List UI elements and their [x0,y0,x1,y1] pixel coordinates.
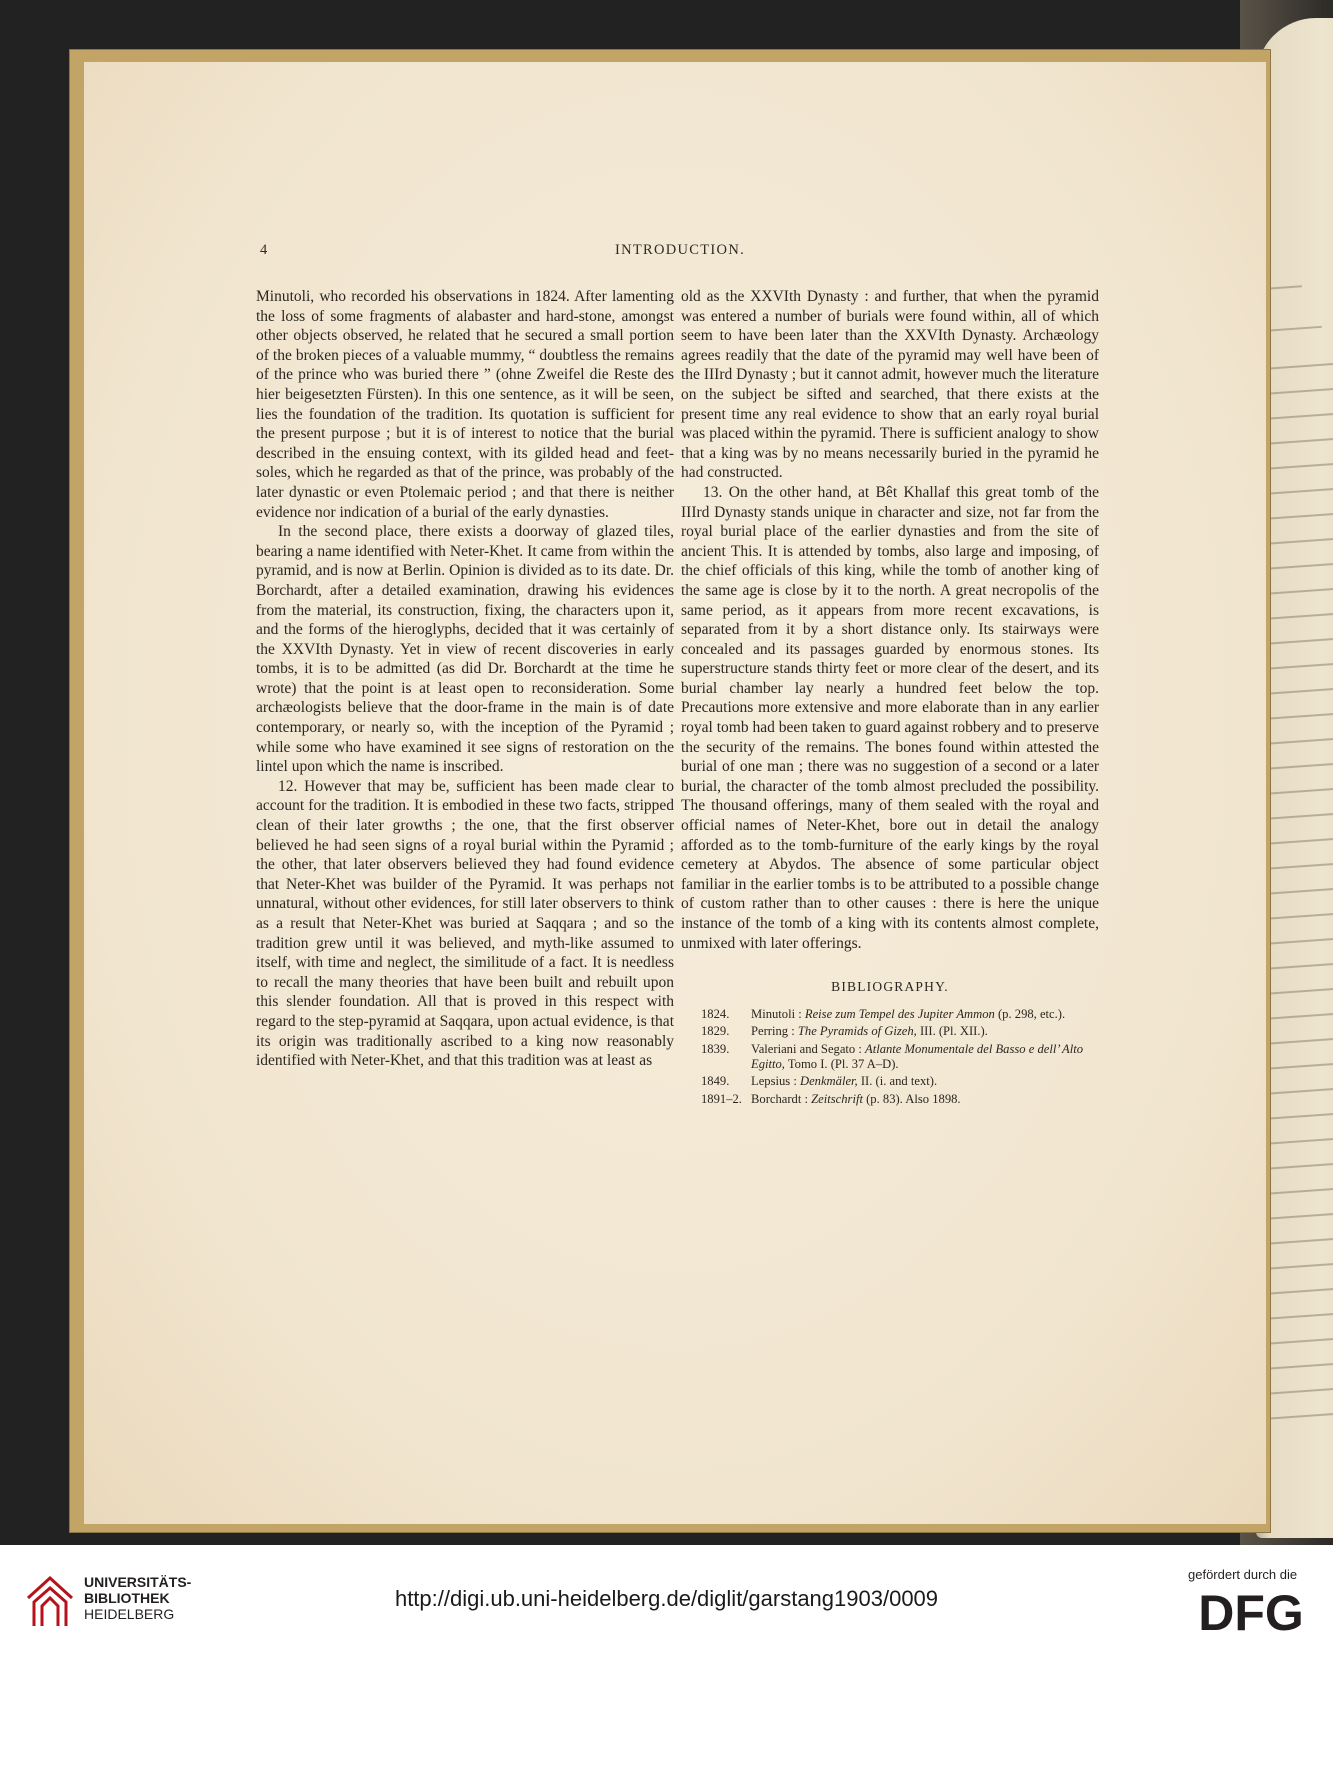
funding-credit: gefördert durch die [1188,1567,1298,1582]
dfg-logo-icon [1186,1588,1316,1636]
right-text-column [681,287,1099,1109]
svg-text:DFG: DFG [1198,1588,1304,1636]
footer-bar [0,1545,1333,1775]
bibliography-citation: Perring : The Pyramids of Gizeh, III. (Pl. XII.). [751,1024,988,1039]
paragraph: Minutoli, who recorded his observations in 1824. After lamenting the loss of some fragments of alabaster and hard-stone, amongst other objects observed, he related that he secured a small portion of the broken pieces of a valuable mummy, “ doubtless the remains of the prince who was buried there ” (ohne Zweifel die Reste des hier beigesetzten Fürsten). In this one sentence, as it will be seen, lies the foundation of the tradition. Its quotation is sufficient for the present purpose ; but it is of interest to notice that the burial described in the ensuing context, with its gilded head and feet-soles, which he regarded as that of the prince, was probably of the later dynastic or even Ptolemaic period ; and that there is neither evidence nor indication of a burial of the early dynasties. [256,288,674,521]
bibliography-citation: Borchardt : Zeitschrift (p. 83). Also 1898. [751,1091,961,1106]
bibliography-heading: BIBLIOGRAPHY. [831,979,949,995]
page-header [260,242,1100,264]
running-title: INTRODUCTION. [614,242,746,258]
bibliography-citation: Valeriani and Segato : Atlante Monumentale del Basso e dell’ Alto Egitto, Tomo I. (Pl. 37 A–D). [751,1041,1084,1071]
bibliography-entry [681,1074,1099,1089]
paragraph: 12. However that may be, sufficient has been made clear to account for the tradition. It is embodied in these two facts, stripped clean of their later growths ; the one, that the first observer believed he had seen signs of a royal burial within the Pyramid ; the other, that later observers believed they had found evidence that Neter-Khet was builder of the Pyramid. It was perhaps not unnatural, without other evidences, for still later observers to think as a result that Neter-Khet was buried at Saqqara ; and so the tradition grew until it was believed, and myth-like assumed to itself, with time and neglect, the similitude of a fact. It is needless to recall the many theories that have been built and rebuilt upon this slender foundation. All that is proved in this respect with regard to the step-pyramid at Saqqara, upon actual evidence, is that its origin was traditionally ascribed to a king now reasonably identified with Neter-Khet, and that this tradition was at least as [256,777,674,1070]
bibliography-year: 1829. [701,1024,730,1039]
bibliography-entry [681,1042,1099,1073]
paragraph: In the second place, there exists a doorway of glazed tiles, bearing a name identified with Neter-Khet. It came from within the pyramid, and is now at Berlin. Opinion is divided as to its date. Dr. Borchardt, after a detailed examination, drawing his evidences from the material, its construction, fixing, the characters upon it, and the forms of the hieroglyphs, decided that it was certainly of the XXVIth Dynasty. Yet in view of recent discoveries in early tombs, it is to be admitted (as did Dr. Borchardt at the time he wrote) that the point is at least open to reconsideration. Some archæologists believe that the door-frame in the main is of date contemporary, or nearly so, with the inception of the Pyramid ; while some who have examined it see signs of restoration on the lintel upon which the name is inscribed. [256,523,674,776]
bibliography-citation: Minutoli : Reise zum Tempel des Jupiter Ammon (p. 298, etc.). [751,1006,1066,1021]
bibliography-entry [681,1092,1099,1107]
paragraph: old as the XXVIth Dynasty : and further, that when the pyramid was entered a number of burials were found within, all of which seem to have been later than the XXVIth Dynasty. Archæology agrees readily that the date of the pyramid may well have been of the IIIrd Dynasty ; but it cannot admit, however much the literature on the subject be sifted and searched, that there exists at the present time any real evidence to show that an early royal burial was placed within the pyramid. There is sufficient analogy to show that a king was by no means necessarily buried in the pyramid he had constructed. [681,288,1099,482]
bibliography-year: 1891–2. [701,1091,742,1106]
paragraph: 13. On the other hand, at Bêt Khallaf this great tomb of the IIIrd Dynasty stands unique in character and size, not far from the royal burial place of the earlier dynasties and from the site of ancient This. It is attended by tombs, also large and imposing, of the chief officials of this king, while the tomb of another king of the same age is close by it to the north. A great necropolis of the same period, as it appears from more recent excavations, is separated from it by a short distance only. Its stairways were concealed and its passages guarded by enormous stones. Its superstructure stands thirty feet or more clear of the desert, and its burial chamber lay nearly a hundred feet below the top. Precautions more extensive and more elaborate than in any earlier royal tomb had been taken to guard against robbery and to preserve the security of the remains. The bones found within attested the burial of one man ; there was no suggestion of a second or a later burial, the character of the tomb almost precluded the possibility. The thousand offerings, many of them sealed with the royal and official names of Neter-Khet, bore out in detail the analogy afforded as to the tomb-furniture of the early kings by the royal cemetery at Abydos. The absence of some particular object familiar in the earlier tombs is to be attributed to a possible change of custom rather than to other causes : there is here the unique instance of the tomb of a king with its contents almost complete, unmixed with later offerings. [681,483,1099,952]
bibliography-year: 1824. [701,1006,730,1021]
bibliography-entry [681,1024,1099,1039]
source-url-link[interactable]: http://digi.ub.uni-heidelberg.de/diglit/garstang1903/0009 [394,1586,939,1611]
bibliography-citation: Lepsius : Denkmäler, II. (i. and text). [751,1074,938,1089]
bibliography-year: 1849. [701,1074,730,1089]
university-library-name: UNIVERSITÄTS- BIBLIOTHEK HEIDELBERG [84,1574,192,1622]
bibliography-year: 1839. [701,1041,730,1056]
page-number: 4 [260,242,269,258]
left-text-column [256,287,674,1071]
bibliography-entry [681,1007,1099,1022]
